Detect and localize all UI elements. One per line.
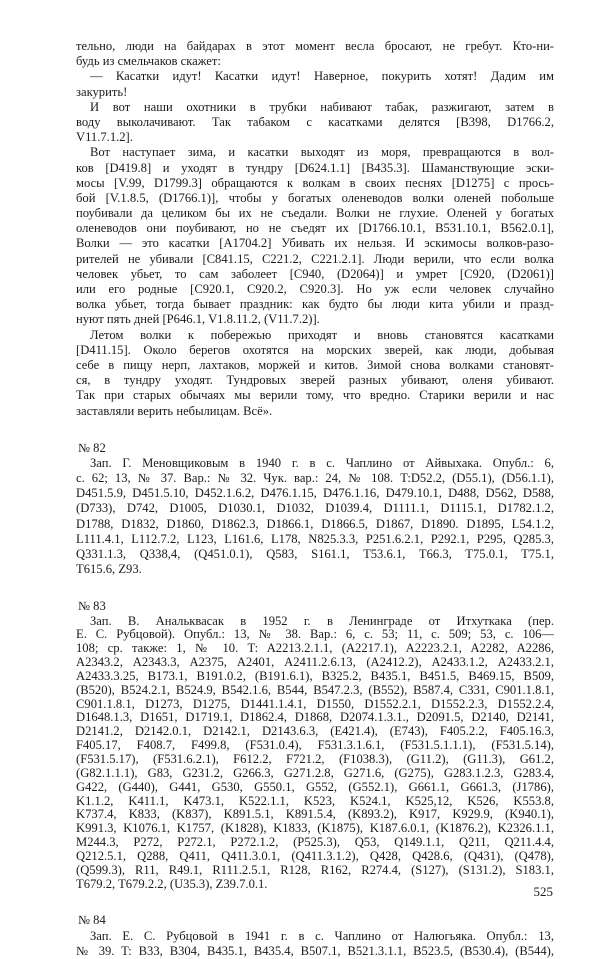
entry-number: № 82: [78, 440, 106, 455]
entry-line: 108; ср. также: 1, № 10. T: A2213.2.1.1, (A2217.1), A2223.2.1, A2282, A2286,: [76, 641, 554, 656]
story-paragraph: [76, 100, 554, 146]
text-line: себе в пищу нерп, лахтаков, моржей и китов. Зимой снова волками становят-: [76, 357, 554, 372]
commentary-entry: [76, 599, 554, 891]
text-line: [D411.15]. Около берегов охотятся на морских зверей, как люди, добывая: [76, 342, 554, 357]
entry-line: № 39. T: B33, B304, B435.1, B435.4, B507.1, B521.3.1.1, B523.5, (B530.4), (B544),: [76, 943, 554, 958]
entry-line: Зап. Е. С. Рубцовой в 1941 г. в с. Чаплино от Налюгьяка. Опубл.: 13,: [90, 928, 554, 943]
entry-line: C901.1.8.1, D1273, D1275, D1441.1.4.1, D1550, D1552.2.1, D1552.2.3, D1552.2.4,: [76, 696, 554, 711]
entry-line: (F531.5.17), (F531.6.2.1), F612.2, F721.2, (F1038.3), (G11.2), (G11.3), G61.2,: [76, 752, 554, 766]
entry-line: Зап. В. Аналькваcак в 1952 г. в Ленинграде от Итхуткака (пер.: [90, 613, 554, 628]
page-number: 525: [533, 884, 553, 899]
story-paragraph: [76, 69, 554, 99]
story-paragraph: [76, 145, 554, 327]
text-line: ков [D419.8] и уходят в тундру [D624.1.1] [B435.3]. Шаманствующие эски-: [76, 160, 554, 175]
entry-line: K737.4, K833, (K837), K891.5.1, K891.5.4, (K893.2), K917, K929.9, (K940.1),: [76, 807, 554, 822]
text-line: волка убьет, тогда бывает праздник: как будто бы люди кита убили и празд-: [76, 297, 554, 312]
text-line: закурить!: [76, 84, 128, 99]
entry-line: Q331.1.3, Q338,4, (Q451.0.1), Q583, S161.1, T53.6.1, T66.3, T75.0.1, T75.1,: [76, 547, 554, 561]
entry-line: D1788, D1832, D1860, D1862.3, D1866.1, D1866.5, D1867, D1890. D1895, L54.1.2,: [76, 516, 554, 531]
entry-line: (G82.1.1.1), G83, G231.2, G266.3, G271.2.8, G271.6, (G275), G283.1.2.3, G283.4,: [76, 765, 554, 780]
entry-line: (Q599.3), R11, R49.1, R111.2.5.1, R128, R162, R274.4, (S127), (S131.2), S183.1,: [76, 862, 554, 877]
entry-number: № 84: [78, 913, 106, 928]
entry-line: F405.17, F408.7, F499.8, (F531.0.4), F531.3.1.6.1, (F531.5.1.1.1), (F531.5.14),: [76, 738, 554, 753]
text-line: И вот наши охотники в трубки набивают табак, разжигают, затем в: [90, 99, 554, 114]
entry-line: (B520), B524.2.1, B524.9, B542.1.6, B544, B547.2.3, (B552), B587.4, C331, C901.1.8.1,: [76, 682, 554, 697]
entry-line: M244.3, P272, P272.1, P272.1.2, (P525.3), Q53, Q149.1.1, Q211, Q211.4.4,: [76, 835, 554, 850]
text-line: нуют пять дней [P646.1, V1.8.11.2, (V11.7.2)].: [76, 312, 320, 327]
entry-line: Е. С. Рубцовой). Опубл.: 13, № 38. Вар.: 6, с. 53; 11, с. 509; 53, с. 106—: [76, 627, 554, 642]
commentary-entry: [76, 441, 554, 578]
entry-line: T679.2, T679.2.2, (U35.3), Z39.7.0.1.: [76, 876, 268, 891]
text-line: будь из смельчаков скажет:: [76, 54, 221, 69]
text-line: — Касатки идут! Касатки идут! Наверное, покурить хотят! Дадим им: [90, 69, 554, 84]
text-line: мосы [V.99, D1799.3] обращаются к волкам в своих песнях [D1275] с прось-: [76, 175, 554, 190]
text-line: тельно, люди на байдарах в этот момент весла бросают, не гребут. Кто-ни-: [76, 39, 554, 53]
text-line: воду выколачивают. Так табаком с касатками делятся [B398, D1766.2,: [76, 114, 554, 129]
text-line: человек убьет, то сам заболеет [C940, (D2064)] и умрет [C920, (D2061)]: [76, 266, 554, 281]
text-line: рителей не убивали [C841.15, C221.2, C221.2.1]. Люди верили, что если волка: [76, 251, 554, 266]
entry-line: (D733), D742, D1005, D1030.1, D1032, D1039.4, D1111.1, D1115.1, D1782.1.2,: [76, 501, 554, 516]
text-line: ся, в тундру уходят. Тундровых зверей разных убивают, оленя убивают.: [76, 373, 554, 388]
entry-line: A2343.2, A2343.3, A2375, A2401, A2411.2.6.13, (A2412.2), A2433.1.2, A2433.2.1,: [76, 655, 554, 670]
text-line: оленеводов они поубивают, но не съедят их [D1766.10.1, B531.10.1, B562.0.1],: [76, 221, 554, 236]
story-paragraph: [76, 39, 554, 69]
text-line: Так при старых обычаях мы верили тому, что вредно. Старики верили и нас: [76, 388, 554, 403]
story-text: [76, 39, 554, 419]
entry-number: № 83: [78, 599, 106, 614]
text-line: Летом волки к побережью приходят и вновь становятся касатками: [90, 327, 554, 342]
entry-line: A2433.3.25, B173.1, B191.0.2, (B191.6.1), B325.2, B435.1, B451.5, B469.15, B509,: [76, 668, 554, 683]
entry-line: D2141.2, D2142.0.1, D2142.1, D2143.6.3, (E421.4), (E743), F405.2.2, F405.16.3,: [76, 724, 554, 739]
entry-line: K991.3, K1076.1, K1757, (K1828), K1833, (K1875), K187.6.0.1, (K1876.2), K2326.1.1,: [76, 821, 554, 836]
commentary-entry: [76, 913, 554, 959]
commentary-entries: [76, 441, 554, 959]
entry-line: с. 62; 13, № 37. Вар.: № 32. Чук. вар.: 24, № 108. T:D52.2, (D55.1), (D56.1.1),: [76, 471, 554, 486]
text-line: Вот наступает зима, и касатки выходят из моря, превращаются в вол-: [90, 145, 554, 160]
entry-line: G422, (G440), G441, G530, G550.1, G552, (G552.1), G661.1, G661.3, (J1786),: [76, 779, 554, 794]
entry-line: D1648.1.3, D1651, D1719.1, D1862.4, D1868, D2074.1.3.1., D2091.5, D2140, D2141,: [76, 710, 554, 725]
entry-line: Зап. Г. Меновщиковым в 1940 г. в с. Чаплино от Айвыхака. Опубл.: 6,: [90, 455, 554, 470]
entry-line: K1.1.2, K411.1, K473.1, K522.1.1, K523, K524.1, K525,12, K526, K553.8,: [76, 793, 554, 808]
text-line: поубивали да целиком бы их не съедали. Волки не глухие. Оленей у богатых: [76, 206, 554, 221]
entry-line: L111.4.1, L112.7.2, L123, L161.6, L178, N825.3.3, P251.6.2.1, P292.1, P295, Q285.3,: [76, 531, 554, 546]
text-line: заставляли верить небылицам. Всё».: [76, 403, 273, 418]
text-line: Волки — это касатки [A1704.2] Убивать их нельзя. И эскимосы волков-разо-: [76, 236, 554, 251]
text-line: или его родные [C920.1, C920.2, C920.3]. Но уж если человек случайно: [76, 282, 554, 296]
entry-line: Q212.5.1, Q288, Q411, Q411.3.0.1, (Q411.3.1.2), Q428, Q428.6, (Q431), (Q478),: [76, 848, 554, 863]
entry-line: T615.6, Z93.: [76, 562, 142, 577]
book-page-text: [76, 39, 554, 959]
story-paragraph: [76, 328, 554, 419]
entry-line: D451.5.9, D451.5.10, D452.1.6.2, D476.1.15, D476.1.16, D479.10.1, D488, D562, D588,: [76, 486, 554, 501]
text-line: бой [V.1.8.5, (D1766.1)], чтобы у богатых оленеводов волки оленей побольше: [76, 190, 554, 205]
text-line: V11.7.1.2].: [76, 130, 133, 145]
